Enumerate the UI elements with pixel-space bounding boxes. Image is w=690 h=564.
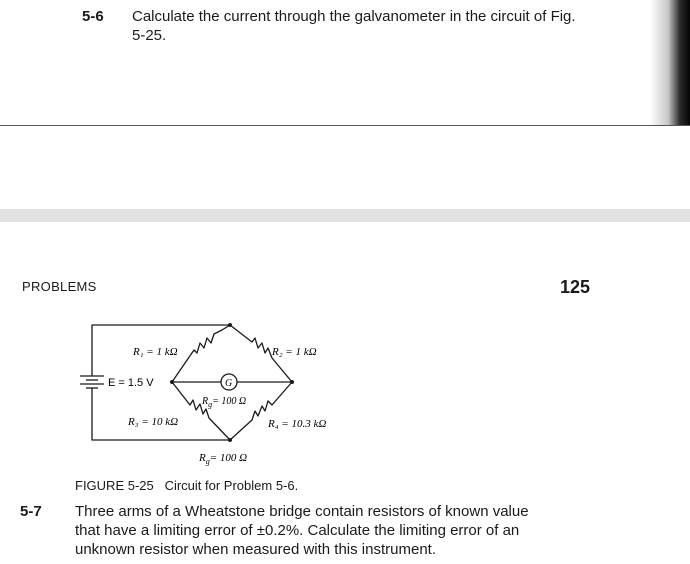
node-bottom	[228, 438, 232, 442]
problem-5-7-text-line2: that have a limiting error of ±0.2%. Calculate the limiting error of an	[75, 522, 520, 539]
problem-5-6-text-line2: 5-25.	[132, 27, 167, 44]
label-r2: R₂ = 1 kΩ	[272, 346, 317, 358]
problem-5-6-number: 5-6	[82, 8, 104, 25]
resistor-r4	[230, 382, 292, 440]
node-left	[170, 380, 174, 384]
label-rg-inner: $R_g= 100$ Ω	[202, 396, 247, 409]
figure-caption: FIGURE 5-25 Circuit for Problem 5-6.	[75, 478, 299, 493]
page-number: 125	[560, 277, 591, 297]
label-e: E = 1.5 V	[108, 377, 154, 389]
problem-5-7-text-line1: Three arms of a Wheatstone bridge contain resistors of known value	[75, 503, 529, 520]
node-top	[228, 323, 232, 327]
label-r1: R₁ = 1 kΩ	[133, 346, 178, 358]
resistor-r3	[172, 382, 230, 440]
galvanometer-symbol: G	[225, 378, 233, 389]
problem-5-7-text-line3: unknown resistor when measured with this instrument.	[75, 541, 436, 558]
resistor-r1	[172, 325, 230, 382]
wire-bottom	[92, 388, 230, 440]
label-rg-below: $R_g= 100$ Ω	[199, 452, 248, 466]
label-r3: R₃ = 10 kΩ	[128, 416, 179, 428]
problem-5-6-text-line1: Calculate the current through the galvanometer in the circuit of Fig.	[132, 8, 576, 25]
problem-5-7-number: 5-7	[20, 503, 42, 520]
label-r4: R₄ = 10.3 kΩ	[268, 418, 327, 430]
running-header-title: PROBLEMS	[22, 279, 97, 294]
node-right	[290, 380, 294, 384]
